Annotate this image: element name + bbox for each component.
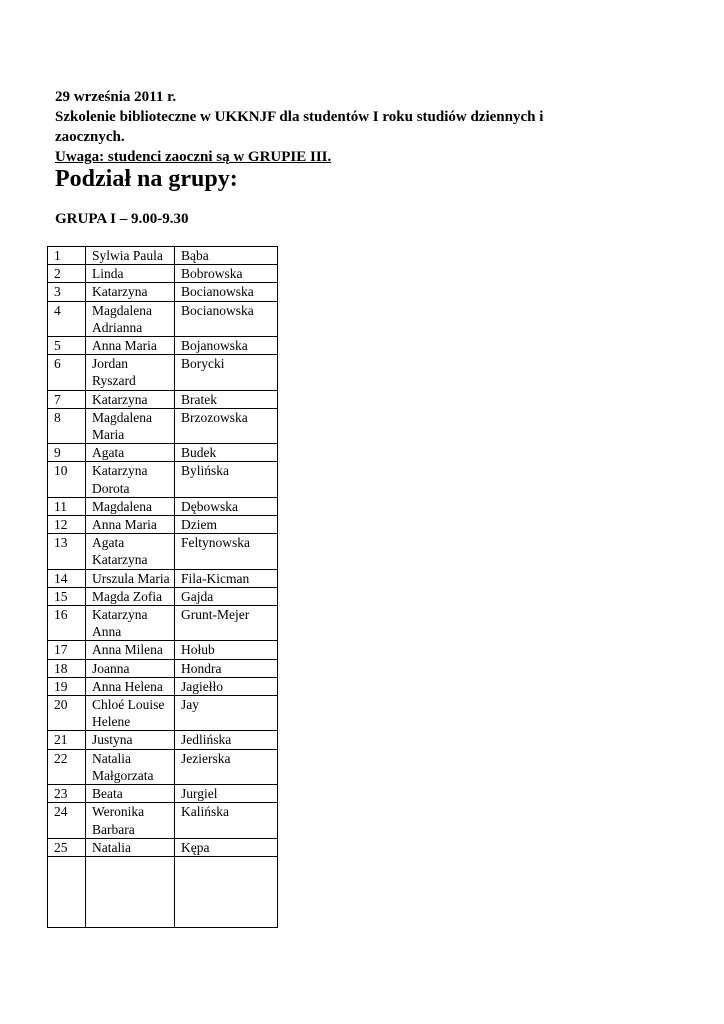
row-number-cell: 25 xyxy=(48,838,86,856)
table-row xyxy=(48,569,278,587)
row-number-cell: 24 xyxy=(48,803,86,838)
row-number-cell: 3 xyxy=(48,283,86,301)
note-line: Uwaga: studenci zaoczni są w GRUPIE III. xyxy=(55,149,332,165)
first-name-cell: Magdalena Maria xyxy=(86,408,175,443)
row-number-cell: 1 xyxy=(48,247,86,265)
last-name-cell: Bocianowska xyxy=(175,283,278,301)
first-name-cell: Beata xyxy=(86,785,175,803)
last-name-cell: Dębowska xyxy=(175,497,278,515)
table-row xyxy=(48,355,278,390)
row-number-cell: 11 xyxy=(48,497,86,515)
first-name-cell: Anna Maria xyxy=(86,337,175,355)
table-row xyxy=(48,641,278,659)
row-number-cell: 17 xyxy=(48,641,86,659)
last-name-cell: Fila-Kicman xyxy=(175,569,278,587)
last-name-cell: Kępa xyxy=(175,838,278,856)
table-row xyxy=(48,444,278,462)
first-name-cell: Katarzyna xyxy=(86,283,175,301)
table-row xyxy=(48,462,278,497)
last-name-cell: Feltynowska xyxy=(175,534,278,569)
last-name-cell: Kalińska xyxy=(175,803,278,838)
group-title: GRUPA I – 9.00-9.30 xyxy=(55,211,189,227)
first-name-cell: Magdalena xyxy=(86,497,175,515)
student-table-body xyxy=(48,247,278,928)
table-row xyxy=(48,731,278,749)
last-name-cell: Budek xyxy=(175,444,278,462)
row-number-cell: 23 xyxy=(48,785,86,803)
row-number-cell: 12 xyxy=(48,516,86,534)
table-row xyxy=(48,696,278,731)
first-name-cell: Anna Maria xyxy=(86,516,175,534)
table-row xyxy=(48,516,278,534)
row-number-cell: 7 xyxy=(48,390,86,408)
table-row xyxy=(48,301,278,336)
first-name-cell: Katarzyna Dorota xyxy=(86,462,175,497)
last-name-cell: Hołub xyxy=(175,641,278,659)
first-name-cell: Linda xyxy=(86,265,175,283)
table-row xyxy=(48,265,278,283)
first-name-cell: Justyna xyxy=(86,731,175,749)
row-number-cell: 22 xyxy=(48,749,86,784)
row-number-cell: 19 xyxy=(48,677,86,695)
table-row xyxy=(48,587,278,605)
row-number-cell: 13 xyxy=(48,534,86,569)
training-description-line-2: zaocznych. xyxy=(55,129,125,145)
last-name-cell: Dziem xyxy=(175,516,278,534)
last-name-cell: Jezierska xyxy=(175,749,278,784)
table-row xyxy=(48,659,278,677)
last-name-cell: Borycki xyxy=(175,355,278,390)
table-row xyxy=(48,497,278,515)
first-name-cell: Agata Katarzyna xyxy=(86,534,175,569)
first-name-cell: Katarzyna xyxy=(86,390,175,408)
last-name-cell: Bratek xyxy=(175,390,278,408)
last-name-cell: Jagiełło xyxy=(175,677,278,695)
row-number-cell: 5 xyxy=(48,337,86,355)
last-name-cell: Bobrowska xyxy=(175,265,278,283)
row-number-cell: 2 xyxy=(48,265,86,283)
last-name-cell: Grunt-Mejer xyxy=(175,606,278,641)
last-name-cell: Bylińska xyxy=(175,462,278,497)
table-row xyxy=(48,677,278,695)
row-number-cell: 6 xyxy=(48,355,86,390)
table-row xyxy=(48,785,278,803)
row-number-cell: 10 xyxy=(48,462,86,497)
last-name-cell: Bocianowska xyxy=(175,301,278,336)
table-row xyxy=(48,283,278,301)
first-name-cell: Katarzyna Anna xyxy=(86,606,175,641)
table-row xyxy=(48,390,278,408)
last-name-cell: Jay xyxy=(175,696,278,731)
first-name-cell: Natalia xyxy=(86,838,175,856)
last-name-cell: Jurgiel xyxy=(175,785,278,803)
row-number-cell: 9 xyxy=(48,444,86,462)
first-name-cell: Urszula Maria xyxy=(86,569,175,587)
row-number-cell: 4 xyxy=(48,301,86,336)
document-header xyxy=(55,87,675,167)
last-name-cell: Bąba xyxy=(175,247,278,265)
empty-cell xyxy=(175,856,278,927)
table-row xyxy=(48,838,278,856)
date-line: 29 września 2011 r. xyxy=(55,89,177,105)
empty-cell xyxy=(86,856,175,927)
row-number-cell: 16 xyxy=(48,606,86,641)
empty-table-row xyxy=(48,856,278,927)
last-name-cell: Hondra xyxy=(175,659,278,677)
last-name-cell: Gajda xyxy=(175,587,278,605)
first-name-cell: Weronika Barbara xyxy=(86,803,175,838)
table-row xyxy=(48,749,278,784)
last-name-cell: Jedlińska xyxy=(175,731,278,749)
last-name-cell: Brzozowska xyxy=(175,408,278,443)
table-row xyxy=(48,337,278,355)
table-row xyxy=(48,408,278,443)
first-name-cell: Chloé Louise Helene xyxy=(86,696,175,731)
first-name-cell: Anna Milena xyxy=(86,641,175,659)
table-row xyxy=(48,534,278,569)
table-row xyxy=(48,606,278,641)
row-number-cell: 18 xyxy=(48,659,86,677)
row-number-cell: 8 xyxy=(48,408,86,443)
first-name-cell: Sylwia Paula xyxy=(86,247,175,265)
row-number-cell: 20 xyxy=(48,696,86,731)
first-name-cell: Magdalena Adrianna xyxy=(86,301,175,336)
first-name-cell: Joanna xyxy=(86,659,175,677)
first-name-cell: Natalia Małgorzata xyxy=(86,749,175,784)
table-row xyxy=(48,803,278,838)
first-name-cell: Anna Helena xyxy=(86,677,175,695)
row-number-cell: 14 xyxy=(48,569,86,587)
table-row xyxy=(48,247,278,265)
row-number-cell: 21 xyxy=(48,731,86,749)
student-table xyxy=(47,246,278,928)
first-name-cell: Agata xyxy=(86,444,175,462)
row-number-cell: 15 xyxy=(48,587,86,605)
training-description-line-1: Szkolenie biblioteczne w UKKNJF dla studentów I roku studiów dziennych i xyxy=(55,109,544,125)
page-title: Podział na grupy: xyxy=(55,166,238,192)
first-name-cell: Magda Zofia xyxy=(86,587,175,605)
empty-cell xyxy=(48,856,86,927)
last-name-cell: Bojanowska xyxy=(175,337,278,355)
first-name-cell: Jordan Ryszard xyxy=(86,355,175,390)
